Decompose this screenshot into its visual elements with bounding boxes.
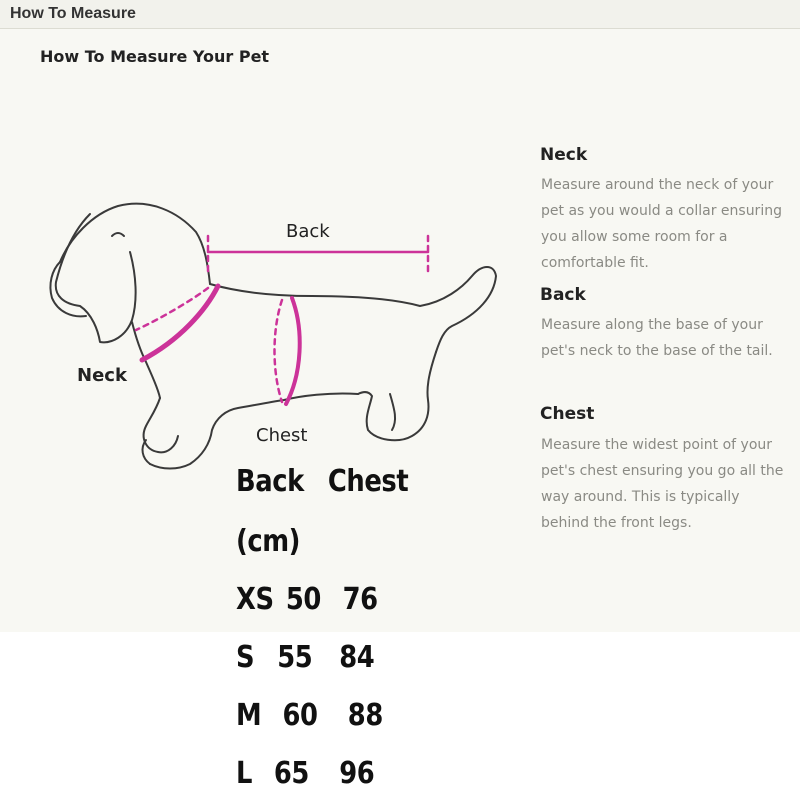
size-row bbox=[236, 698, 383, 733]
instruction-heading-back: Back bbox=[540, 285, 586, 305]
size-label: S bbox=[236, 640, 255, 675]
section-title: How To Measure bbox=[10, 5, 136, 22]
size-chest-value: 76 bbox=[342, 582, 378, 617]
size-chest-value: 96 bbox=[339, 756, 375, 791]
size-chest-value: 88 bbox=[347, 698, 383, 733]
size-chart-header-chest: Chest bbox=[327, 464, 409, 499]
size-label: L bbox=[236, 756, 253, 791]
instruction-heading-chest: Chest bbox=[540, 404, 595, 424]
size-back-value: 50 bbox=[285, 582, 321, 617]
dog-eye bbox=[112, 233, 124, 236]
back-label: Back bbox=[286, 221, 330, 242]
neck-measure-back bbox=[136, 288, 208, 330]
size-back-value: 60 bbox=[282, 698, 318, 733]
size-row bbox=[236, 756, 374, 791]
size-chart-unit: (cm) bbox=[236, 524, 301, 559]
chest-measure-back bbox=[275, 300, 283, 402]
size-label: XS bbox=[236, 582, 274, 617]
size-row bbox=[236, 640, 374, 675]
dog-front-leg-outline bbox=[144, 398, 178, 452]
dog-belly-outline bbox=[150, 393, 358, 468]
instruction-text-neck: Measure around the neck of your pet as you would a collar ensuring you allow some room for a comfortable fit. bbox=[541, 177, 782, 271]
size-chart-header-back: Back bbox=[236, 464, 304, 499]
neck-label: Neck bbox=[77, 365, 127, 386]
instruction-heading-neck: Neck bbox=[540, 145, 588, 165]
dog-rear-leg2-outline bbox=[390, 394, 395, 430]
dog-rear-leg-outline bbox=[358, 352, 436, 440]
chest-label: Chest bbox=[256, 425, 308, 446]
size-chest-value: 84 bbox=[339, 640, 375, 675]
page-subtitle: How To Measure Your Pet bbox=[40, 47, 270, 66]
size-chart-header bbox=[236, 464, 408, 499]
instruction-text-back: Measure along the base of your pet's neck to the base of the tail. bbox=[541, 317, 773, 359]
size-back-value: 55 bbox=[277, 640, 313, 675]
chest-measure-front bbox=[286, 298, 300, 404]
dog-back-outline bbox=[210, 267, 496, 352]
size-row bbox=[236, 582, 378, 617]
dog-ear-outline bbox=[56, 214, 136, 342]
neck-measure-front bbox=[142, 286, 218, 360]
instruction-text-chest: Measure the widest point of your pet's chest ensuring you go all the way around. This is typically behind the front legs. bbox=[541, 437, 784, 531]
size-back-value: 65 bbox=[273, 756, 309, 791]
size-label: M bbox=[236, 698, 262, 733]
